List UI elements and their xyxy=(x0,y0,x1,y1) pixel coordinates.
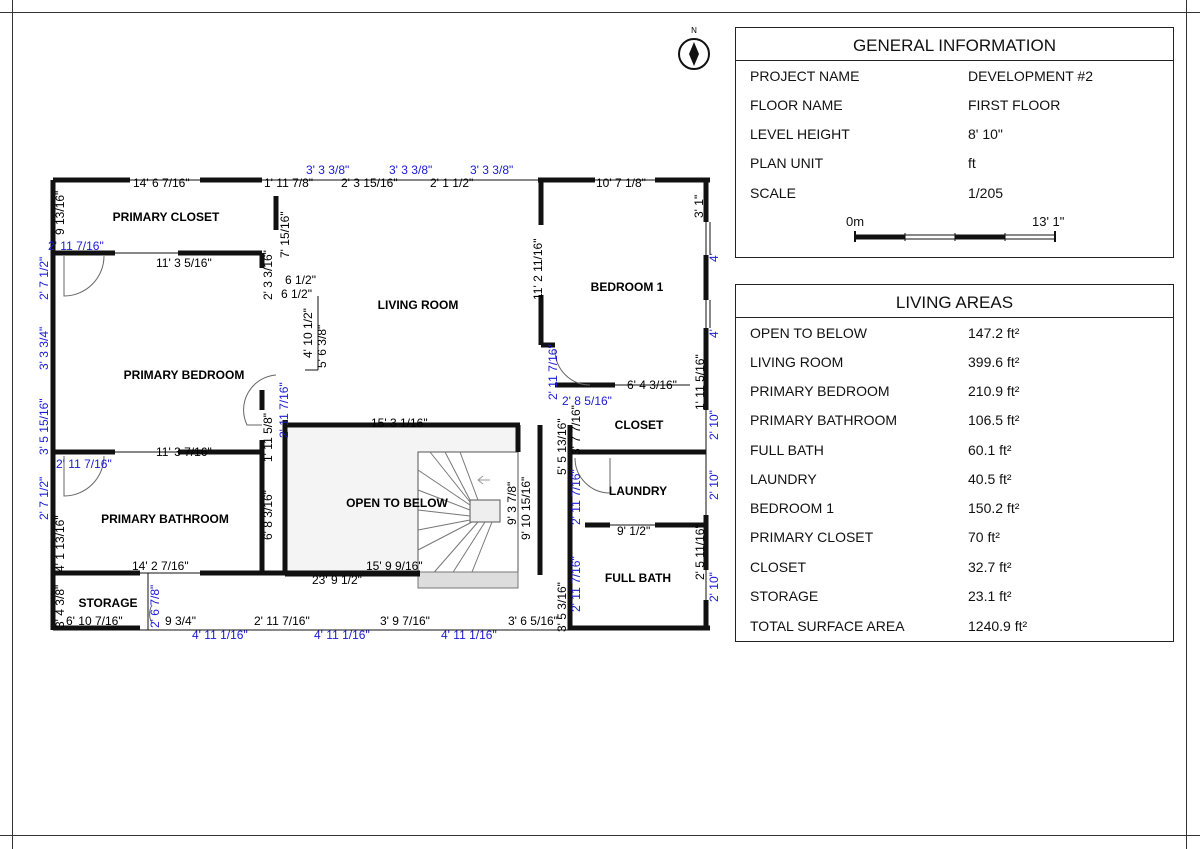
dim-label: 9' 10 15/16" xyxy=(519,476,533,540)
dim-label: 2' 8 5/16" xyxy=(562,394,612,408)
stair-icon xyxy=(418,452,518,588)
dim-label: 6' 8 3/16" xyxy=(261,490,275,540)
dim-label: 5' 6 3/8" xyxy=(315,324,329,368)
info-label: PROJECT NAME xyxy=(750,68,860,84)
dim-label: 6 1/2" xyxy=(281,287,312,301)
area-label: PRIMARY CLOSET xyxy=(750,529,874,545)
dim-label: 10' 7 1/8" xyxy=(596,176,646,190)
area-label: PRIMARY BEDROOM xyxy=(750,383,890,399)
dim-label: 3' 1" xyxy=(692,194,706,218)
dim-label: 15' 3 1/16" xyxy=(371,416,428,430)
dim-label: 3' 3 3/8" xyxy=(389,163,433,177)
floor-plan xyxy=(0,0,730,680)
dim-label: 9 3/4" xyxy=(165,614,196,628)
area-label: BEDROOM 1 xyxy=(750,500,835,516)
room-label-open-to-below: OPEN TO BELOW xyxy=(346,496,448,510)
info-label: FLOOR NAME xyxy=(750,97,843,113)
area-label: FULL BATH xyxy=(750,442,824,458)
room-label-primary-bathroom: PRIMARY BATHROOM xyxy=(101,512,229,526)
info-value: ft xyxy=(968,155,976,171)
dim-label: 4' 11 1/16" xyxy=(441,628,497,642)
dim-label: 9' 1/2" xyxy=(617,524,651,538)
area-label: LIVING ROOM xyxy=(750,354,844,370)
dim-label: 6 1/2" xyxy=(285,273,316,287)
dim-label: 11' 3 7/16" xyxy=(156,445,212,459)
dim-label: 2' 11 7/16" xyxy=(569,469,583,525)
dim-label: 2' 3 3/16" xyxy=(261,250,275,300)
living-areas-title: LIVING AREAS xyxy=(895,293,1014,312)
dim-label: 3' 5 3/16" xyxy=(555,582,569,632)
dim-label: 3' 9 7/16" xyxy=(380,614,430,628)
dim-label: 14' 2 7/16" xyxy=(132,559,189,573)
area-value: 399.6 ft² xyxy=(968,354,1020,370)
dim-label: 3' 7 7/16" xyxy=(569,405,583,455)
dim-label: 9' 3 7/8" xyxy=(505,481,519,525)
info-label: SCALE xyxy=(750,185,796,201)
dim-label: 14' 6 7/16" xyxy=(133,176,190,190)
area-value: 40.5 ft² xyxy=(968,471,1012,487)
dim-label: 11' 2 11/16" xyxy=(531,238,545,300)
area-value: 150.2 ft² xyxy=(968,500,1020,516)
scale-bar-start-label: 0m xyxy=(846,214,865,229)
living-title-divider xyxy=(736,317,1173,318)
dim-label: 2' 11 7/16" xyxy=(56,457,112,471)
area-label: PRIMARY BATHROOM xyxy=(750,412,898,428)
info-value: FIRST FLOOR xyxy=(968,97,1061,113)
scale-bar xyxy=(854,231,1060,243)
area-value: 1240.9 ft² xyxy=(968,618,1028,634)
area-value: 210.9 ft² xyxy=(968,383,1020,399)
dim-label: 4' xyxy=(707,253,721,262)
area-value: 70 ft² xyxy=(968,529,1000,545)
room-label-full-bath: FULL BATH xyxy=(604,571,672,585)
info-label: LEVEL HEIGHT xyxy=(750,126,850,142)
info-label: PLAN UNIT xyxy=(750,155,824,171)
dim-label: 2' 6 7/8" xyxy=(148,584,162,628)
area-label: STORAGE xyxy=(750,588,819,604)
dim-label: 2' 10" xyxy=(707,410,721,440)
dim-label: 2' 10" xyxy=(707,470,721,500)
dim-label: 3' 3 3/4" xyxy=(37,326,51,370)
dim-label: 2' 5 11/16" xyxy=(693,524,707,580)
dim-label: 3' 3 3/8" xyxy=(306,163,350,177)
area-value: 106.5 ft² xyxy=(968,412,1020,428)
dim-label: 2' 7 1/2" xyxy=(37,256,51,300)
dim-label: 2' 11 7/16" xyxy=(48,239,104,253)
area-label: LAUNDRY xyxy=(750,471,817,487)
sheet-border-right xyxy=(1186,0,1187,849)
dim-label: 9 13/16" xyxy=(53,190,67,235)
dim-label: 2' 11 7/16" xyxy=(569,556,583,612)
room-label-primary-closet: PRIMARY CLOSET xyxy=(112,210,220,224)
dim-label: 2' 10" xyxy=(707,572,721,602)
area-value: 60.1 ft² xyxy=(968,442,1012,458)
dim-label: 4' 11 1/16" xyxy=(192,628,248,642)
general-information-panel xyxy=(735,27,1174,258)
dim-label: 1' 11 5/8" xyxy=(261,412,275,462)
dim-label: 4' 1 13/16" xyxy=(53,515,67,572)
area-value: 147.2 ft² xyxy=(968,325,1020,341)
info-value: DEVELOPMENT #2 xyxy=(968,68,1094,84)
living-areas-panel xyxy=(735,284,1174,642)
dim-label: 2' 3 15/16" xyxy=(341,176,398,190)
room-label-living-room: LIVING ROOM xyxy=(377,298,459,312)
info-value: 1/205 xyxy=(968,185,1004,201)
general-information-title: GENERAL INFORMATION xyxy=(852,36,1057,55)
dim-label: 3' 6 5/16" xyxy=(508,614,558,628)
dim-label: 7' 15/16" xyxy=(278,211,292,258)
dim-label: 4' xyxy=(707,329,721,338)
dim-label: 4' 10 1/2" xyxy=(301,308,315,358)
room-label-bedroom-1: BEDROOM 1 xyxy=(590,280,664,294)
room-label-primary-bedroom: PRIMARY BEDROOM xyxy=(123,368,245,382)
room-label-closet: CLOSET xyxy=(614,418,664,432)
dim-label: 23' 9 1/2" xyxy=(312,573,362,587)
dim-label: 1' 11 7/8" xyxy=(264,176,314,190)
area-value: 23.1 ft² xyxy=(968,588,1012,604)
dim-label: 2' 1 1/2" xyxy=(430,176,474,190)
dim-label: 6' 4 3/16" xyxy=(627,378,677,392)
dim-label: 1' 11 5/16" xyxy=(693,354,707,410)
area-label: TOTAL SURFACE AREA xyxy=(750,618,905,634)
sheet-border-bottom xyxy=(0,835,1200,836)
dim-label: 2' 7 1/2" xyxy=(37,476,51,520)
dim-label: 11' 3 5/16" xyxy=(156,256,212,270)
dim-label: 3' 3 3/8" xyxy=(470,163,514,177)
general-title-divider xyxy=(736,60,1173,61)
scale-bar-end-label: 13' 1" xyxy=(1032,214,1065,229)
dim-label: 15' 9 9/16" xyxy=(366,559,423,573)
dim-label: 5' 5 13/16" xyxy=(555,418,569,475)
room-label-storage: STORAGE xyxy=(78,596,138,610)
dim-label: 3' 5 15/16" xyxy=(37,398,51,455)
dim-label: 2' 11 7/16" xyxy=(546,344,560,400)
room-label-laundry: LAUNDRY xyxy=(608,484,668,498)
area-label: CLOSET xyxy=(750,559,807,575)
dim-label: 3' 4 3/8" xyxy=(53,584,67,628)
dim-label: 2' 11 7/16" xyxy=(254,614,310,628)
dim-label: 2' 11 7/16" xyxy=(277,382,291,438)
area-value: 32.7 ft² xyxy=(968,559,1012,575)
area-label: OPEN TO BELOW xyxy=(750,325,867,341)
dim-label: 4' 11 1/16" xyxy=(314,628,370,642)
info-value: 8' 10" xyxy=(968,126,1003,142)
dim-label: 6' 10 7/16" xyxy=(66,614,123,628)
north-label: N xyxy=(691,26,697,35)
